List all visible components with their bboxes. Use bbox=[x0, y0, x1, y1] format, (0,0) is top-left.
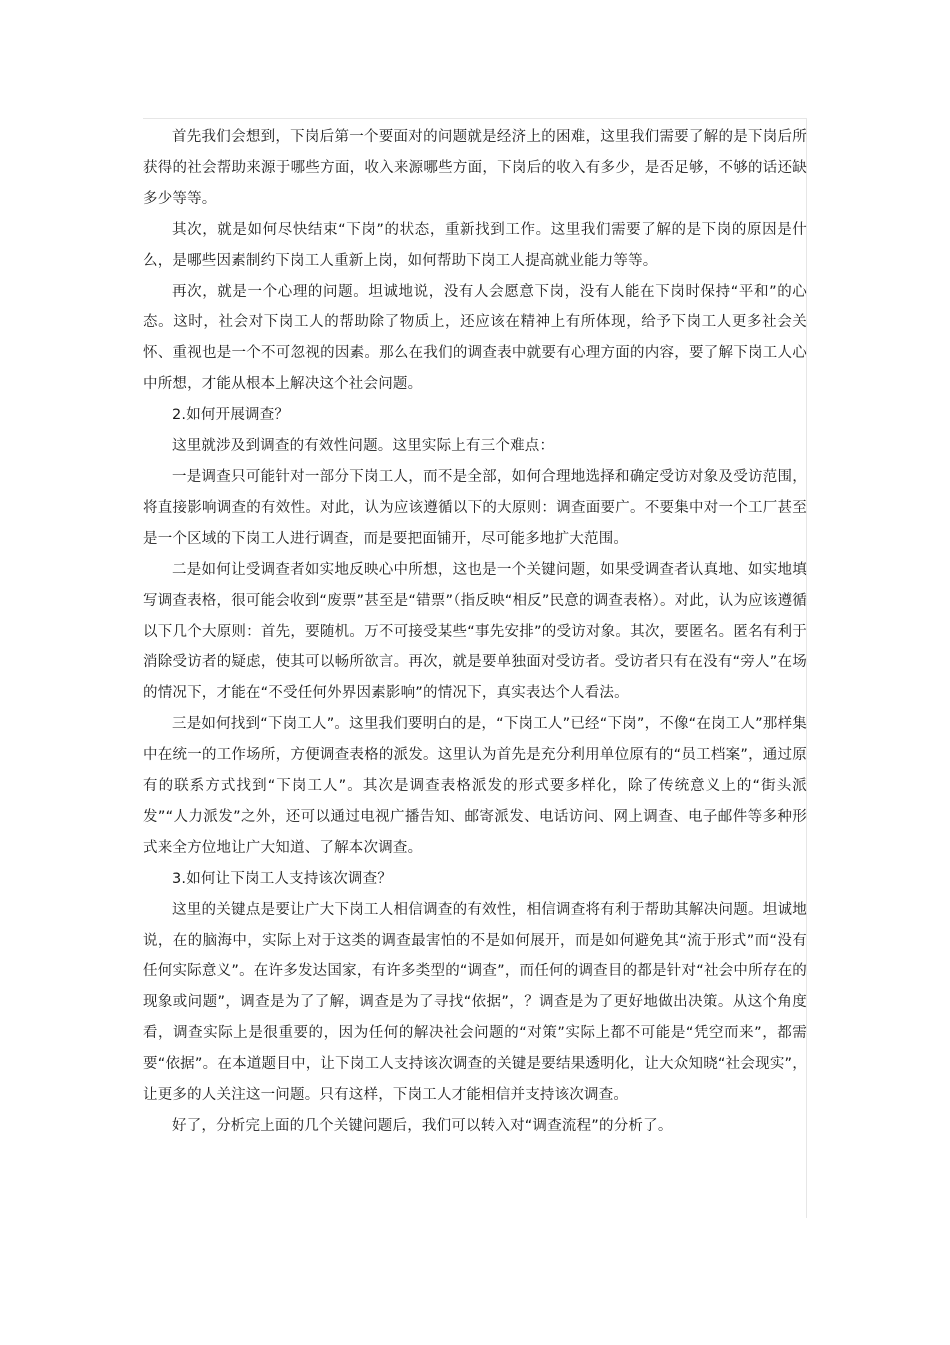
paragraph-support: 这里的关键点是要让广大下岗工人相信调查的有效性，相信调查将有利于帮助其解决问题。坦诚地说，在的脑海中，实际上对于这类的调查最害怕的不是如何展开，而是如何避免其“流于形式”而“没有任何实际意义”。在许多发达国家，有许多类型的“调查”，而任何的调查目的都是针对“社会中所存在的现象或问题”，调查是为了了解，调查是为了寻找“依据”，？调查是为了更好地做出决策。从这个角度看，调查实际上是很重要的，因为任何的解决社会问题的“对策”实际上都不可能是“凭空而来”，都需要“依据”。在本道题目中，让下岗工人支持该次调查的关键是要结果透明化，让大众知晓“社会现实”，让更多的人关注这一问题。只有这样，下岗工人才能相信并支持该次调查。 bbox=[143, 901, 807, 1104]
paragraph-psychology: 再次，就是一个心理的问题。坦诚地说，没有人会愿意下岗，没有人能在下岗时保持“平和”的心态。这时，社会对下岗工人的帮助除了物质上，还应该在精神上有所体现，给予下岗工人更多社会关怀、重视也是一个不可忽视的因素。那么在我们的调查表中就要有心理方面的内容，要了解下岗工人心中所想，才能从根本上解决这个社会问题。 bbox=[143, 283, 807, 393]
paragraph-transition: 好了，分析完上面的几个关键问题后，我们可以转入对“调查流程”的分析了。 bbox=[172, 1118, 673, 1134]
section-heading-3: 3.如何让下岗工人支持该次调查？ bbox=[172, 870, 393, 887]
paragraph-difficulty-2: 二是如何让受调查者如实地反映心中所想，这也是一个关键问题，如果受调查者认真地、如实地填写调查表格，很可能会收到“废票”甚至是“错票”（指反映“相反”民意的调查表格）。对此，认为应该遵循以下几个大原则：首先，要随机。万不可接受某些“事先安排”的受访对象。其次，要匿名。匿名有利于消除受访者的疑虑，使其可以畅所欲言。再次，就是要单独面对受访者。受访者只有在没有“旁人”在场的情况下，才能在“不受任何外界因素影响”的情况下，真实表达个人看法。 bbox=[143, 561, 807, 702]
paragraph-difficulty-1: 一是调查只可能针对一部分下岗工人，而不是全部，如何合理地选择和确定受访对象及受访范围，将直接影响调查的有效性。对此，认为应该遵循以下的大原则：调查面要广。不要集中对一个工厂甚至是一个区域的下岗工人进行调查，而是要把面铺开，尽可能多地扩大范围。 bbox=[143, 468, 807, 547]
document-body bbox=[143, 122, 807, 1142]
paragraph-difficulty-3: 三是如何找到“下岗工人”。这里我们要明白的是，“下岗工人”已经“下岗”，不像“在岗工人”那样集中在统一的工作场所，方便调查表格的派发。这里认为首先是充分利用单位原有的“员工档案”，通过原有的联系方式找到“下岗工人”。其次是调查表格派发的形式要多样化，除了传统意义上的“街头派发”“人力派发”之外，还可以通过电视广播告知、邮寄派发、电话访问、网上调查、电子邮件等多种形式来全方位地让广大知道、了解本次调查。 bbox=[143, 716, 807, 856]
paragraph-reemployment: 其次，就是如何尽快结束“下岗”的状态，重新找到工作。这里我们需要了解的是下岗的原因是什么，是哪些因素制约下岗工人重新上岗，如何帮助下岗工人提高就业能力等等。 bbox=[143, 221, 807, 269]
section-heading-2: 2.如何开展调查？ bbox=[172, 407, 290, 424]
paragraph-validity-intro: 这里就涉及到调查的有效性问题。这里实际上有三个难点： bbox=[172, 438, 555, 455]
paragraph-economic: 首先我们会想到，下岗后第一个要面对的问题就是经济上的困难，这里我们需要了解的是下岗后所获得的社会帮助来源于哪些方面，收入来源哪些方面，下岗后的收入有多少，是否足够，不够的话还缺多少等等。 bbox=[143, 129, 807, 207]
